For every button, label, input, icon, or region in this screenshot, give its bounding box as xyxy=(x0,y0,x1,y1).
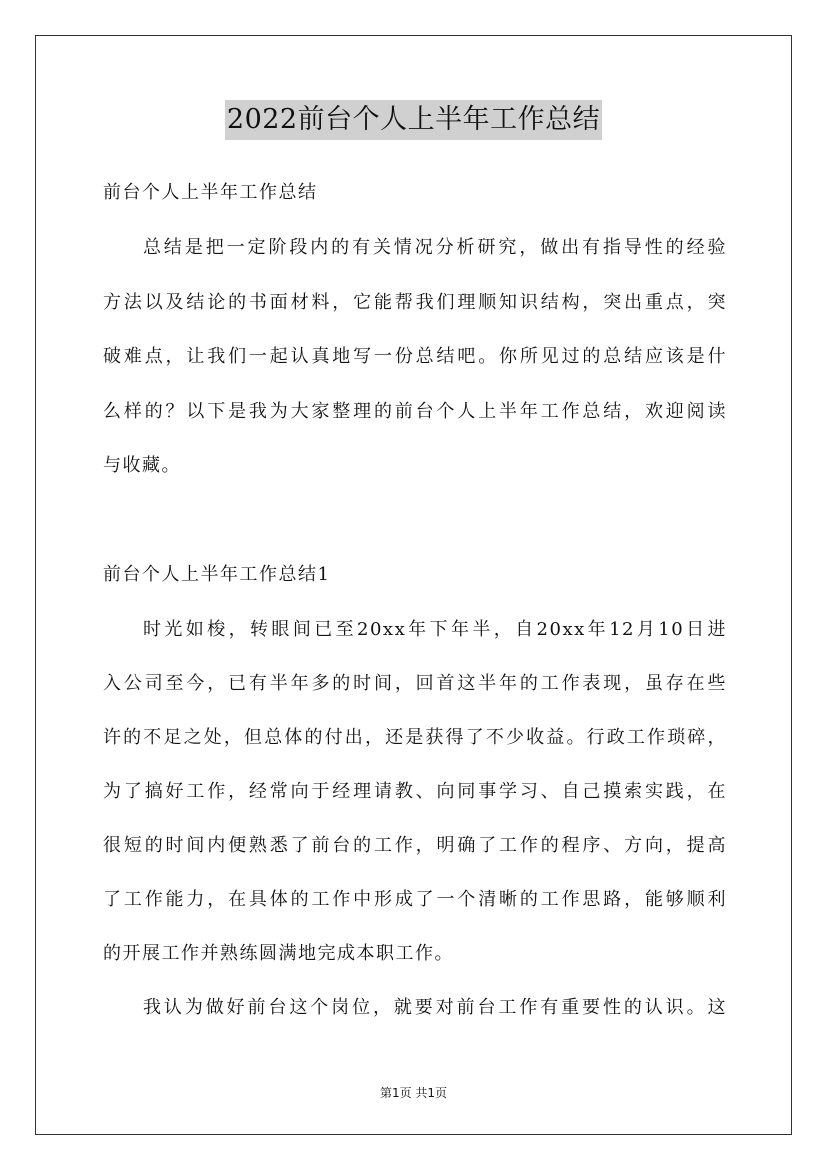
paragraph-line: 入公司至今，已有半年多的时间，回首这半年的工作表现，虽存在些 xyxy=(103,673,727,694)
document-subtitle: 前台个人上半年工作总结 xyxy=(103,182,318,203)
intro-line: 么样的？以下是我为大家整理的前台个人上半年工作总结，欢迎阅读 xyxy=(103,401,727,422)
paragraph-line: 时光如梭，转眼间已至20xx年下年半，自20xx年12月10日进 xyxy=(143,619,727,640)
intro-line: 总结是把一定阶段内的有关情况分析研究，做出有指导性的经验 xyxy=(143,237,727,258)
intro-line: 方法以及结论的书面材料，它能帮我们理顺知识结构，突出重点，突 xyxy=(103,292,727,313)
intro-line: 破难点，让我们一起认真地写一份总结吧。你所见过的总结应该是什 xyxy=(103,346,727,367)
paragraph-line: 的开展工作并熟练圆满地完成本职工作。 xyxy=(103,943,454,964)
section-heading: 前台个人上半年工作总结1 xyxy=(103,564,331,585)
paragraph-line: 为了搞好工作，经常向于经理请教、向同事学习、自己摸索实践，在 xyxy=(103,781,727,802)
intro-line: 与收藏。 xyxy=(103,455,181,476)
paragraph-line: 很短的时间内便熟悉了前台的工作，明确了工作的程序、方向，提高 xyxy=(103,835,727,856)
document-title: 2022前台个人上半年工作总结 xyxy=(225,100,602,140)
paragraph-line: 许的不足之处，但总体的付出，还是获得了不少收益。行政工作琐碎， xyxy=(103,727,727,748)
page-footer: 第1页 共1页 xyxy=(379,1086,448,1100)
paragraph-line: 我认为做好前台这个岗位，就要对前台工作有重要性的认识。这 xyxy=(143,997,727,1018)
title-container xyxy=(0,100,827,140)
paragraph-line: 了工作能力，在具体的工作中形成了一个清晰的工作思路，能够顺利 xyxy=(103,889,727,910)
